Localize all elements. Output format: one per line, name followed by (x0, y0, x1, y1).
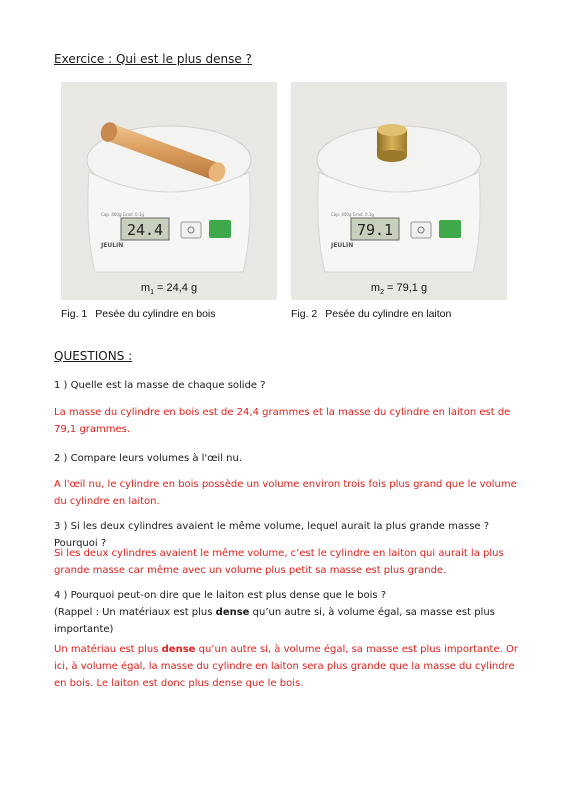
answer-1: La masse du cylindre en bois est de 24,4 grammes et la masse du cylindre en laiton est de 79,1 grammes. (54, 407, 511, 435)
scale-illustration (291, 82, 507, 300)
on-button (181, 222, 201, 238)
section-heading: QUESTIONS : (54, 349, 133, 363)
svg-text:Cap. 400g Grad. 0.1g: Cap. 400g Grad. 0.1g (331, 212, 374, 217)
scale-illustration (61, 82, 277, 300)
question-4: 4 ) Pourquoi peut-on dire que le laiton est plus dense que le bois ? (Rappel : Un matériaux est plus dense qu’un autre si, à volume égal, sa masse est plus importante) (54, 590, 495, 635)
tare-button (439, 220, 461, 238)
on-button (411, 222, 431, 238)
figure-caption: Fig. 1 Pesée du cylindre en bois (61, 308, 216, 320)
question-3: 3 ) Si les deux cylindres avaient le même volume, lequel aurait la plus grande masse ? Pourquoi ? (54, 521, 490, 549)
brand-label: JEULIN (101, 242, 124, 249)
display-reading: 24.4 (126, 221, 164, 239)
page-title: Exercice : Qui est le plus dense ? (54, 52, 252, 66)
photo-brass-cylinder (291, 82, 507, 300)
answer-2: A l'œil nu, le cylindre en bois possède un volume environ trois fois plus grand que le volume du cylindre en laiton. (54, 479, 517, 507)
tare-button (209, 220, 231, 238)
display-reading: 79.1 (356, 221, 394, 239)
question-2: 2 ) Compare leurs volumes à l'œil nu. (54, 453, 243, 464)
answer-4: Un matériau est plus dense qu’un autre si, à volume égal, sa masse est plus importante. Or ici, à volume égal, la masse du cylindre en laiton sera plus grande que la masse du cylindre en bois. Le laiton est donc plus dense que le bois. (54, 644, 518, 689)
mass-label: $m_2 = 79,1$ g (370, 282, 428, 297)
answer-3: Si les deux cylindres avaient le même volume, c’est le cylindre en laiton qui aurait la plus grande masse car même avec un volume plus petit sa masse est plus grande. (54, 548, 504, 576)
brass-cylinder (377, 124, 407, 162)
brand-label: JEULIN (331, 242, 354, 249)
question-1: 1 ) Quelle est la masse de chaque solide ? (54, 380, 266, 391)
svg-text:Cap. 400g Grad. 0.1g: Cap. 400g Grad. 0.1g (101, 212, 144, 217)
mass-label: $m_1 = 24,4$ g (140, 282, 198, 297)
photo-wood-cylinder (61, 82, 277, 300)
figure-caption: Fig. 2 Pesée du cylindre en laiton (291, 308, 452, 320)
